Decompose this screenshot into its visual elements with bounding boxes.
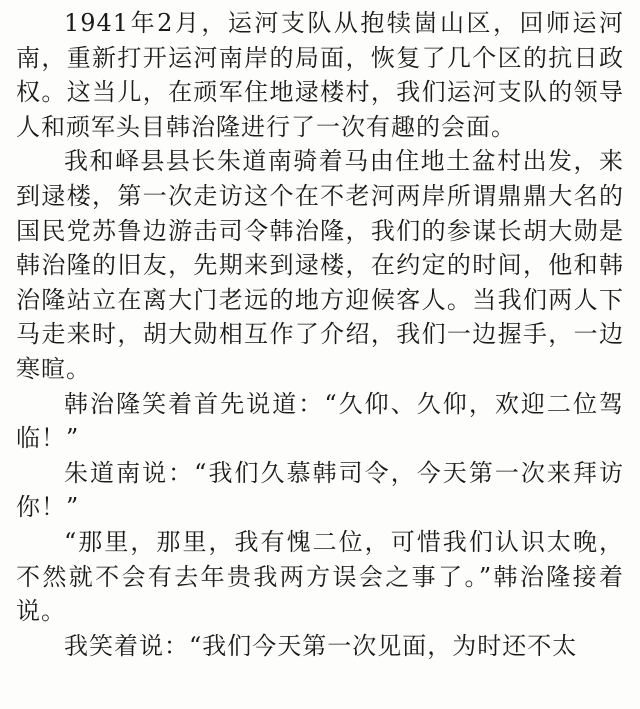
paragraph-3: 韩治隆笑着首先说道：“久仰、久仰，欢迎二位驾临！” — [16, 389, 624, 453]
paragraph-2: 我和峄县县长朱道南骑着马由住地土盆村出发，来到逯楼，第一次走访这个在不老河两岸所谓鼎鼎大名的国民党苏鲁边游击司令韩治隆，我们的参谋长胡大勋是韩治隆的旧友，先期来到逯楼，在约定的时间，他和韩治隆站立在离大门老远的地方迎候客人。当我们两人下马走来时，胡大勋相互作了介绍，我们一边握手，一边寒暄。 — [16, 147, 624, 383]
paragraph-1: 1941年2月，运河支队从抱犊崮山区，回师运河南，重新打开运河南岸的局面，恢复了几个区的抗日政权。这当儿，在顽军住地逯楼村，我们运河支队的领导人和顽军头目韩治隆进行了一次有趣的会面。 — [16, 9, 624, 141]
document-body — [16, 6, 624, 663]
paragraph-4: 朱道南说：“我们久慕韩司令，今天第一次来拜访你！” — [16, 458, 624, 522]
paragraph-6: 我笑着说：“我们今天第一次见面，为时还不太 — [64, 631, 578, 660]
paragraph-5: “那里，那里，我有愧二位，可惜我们认识太晚，不然就不会有去年贵我两方误会之事了。”韩治隆接着说。 — [16, 527, 624, 626]
